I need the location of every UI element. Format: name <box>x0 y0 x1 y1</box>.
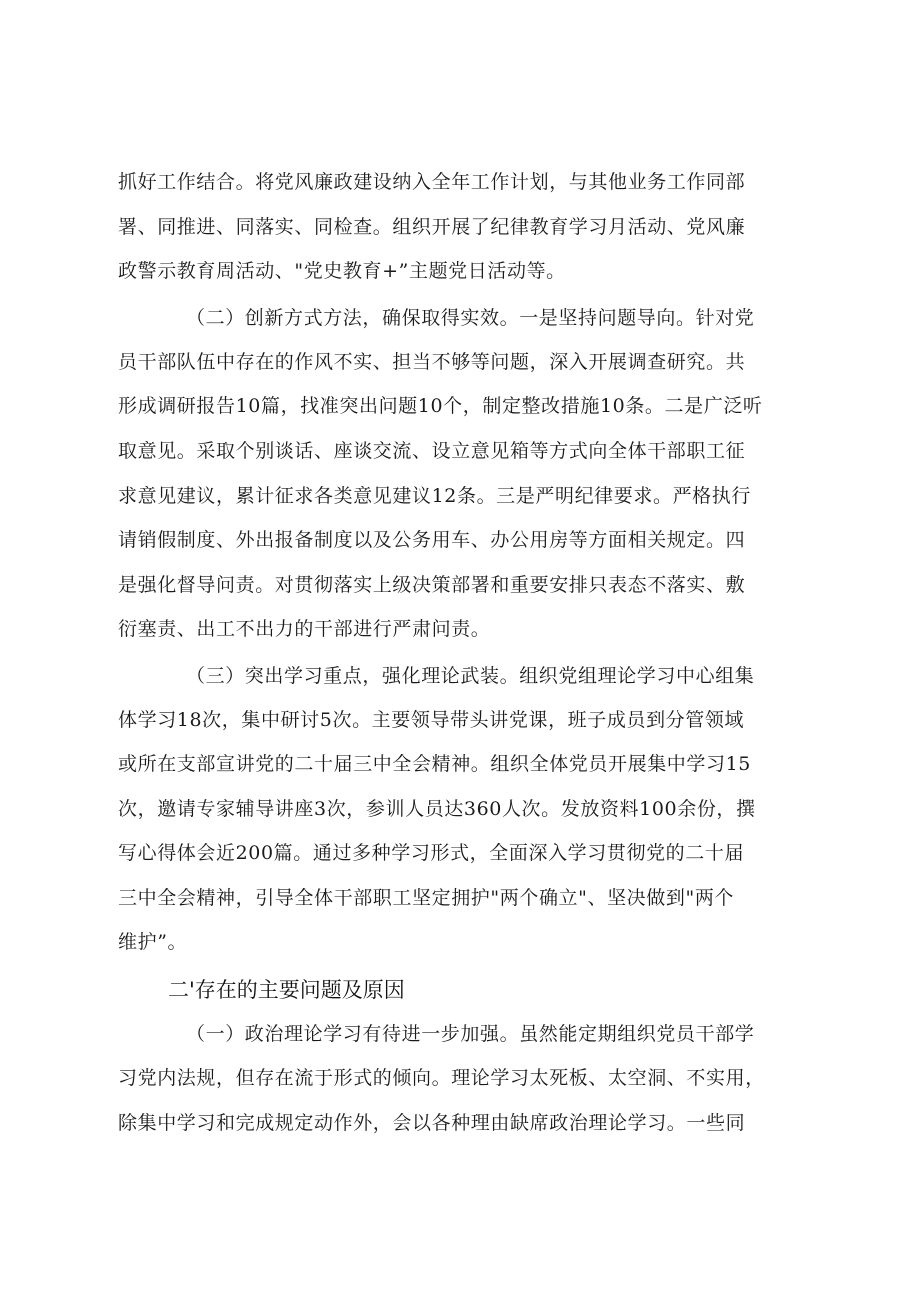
text-line: 形成调研报告10篇，找准突出问题10个，制定整改措施10条。二是广泛听 <box>118 395 763 417</box>
paragraph-first-line: （一）政治理论学习有待进一步加强。虽然能定期组织党员干部学 <box>186 1023 755 1045</box>
text-line: 次，邀请专家辅导讲座3次，参训人员达360人次。发放资料100余份，撰 <box>118 798 756 820</box>
text-line: 维护”。 <box>118 931 188 953</box>
text-line: 或所在支部宣讲党的二十届三中全会精神。组织全体党员开展集中学习15 <box>118 753 751 775</box>
text-line: 写心得体会近200篇。通过多种学习形式，全面深入学习贯彻党的二十届 <box>118 842 745 864</box>
text-line: 是强化督导问责。对贯彻落实上级决策部署和重要安排只表态不落实、敷 <box>118 574 746 596</box>
text-line: 取意见。采取个别谈话、座谈交流、设立意见箱等方式向全体干部职工征 <box>118 440 746 462</box>
text-line: 求意见建议，累计征求各类意见建议12条。三是严明纪律要求。严格执行 <box>118 485 751 507</box>
text-line: 习党内法规，但存在流于形式的倾向。理论学习太死板、太空洞、不实用， <box>118 1067 765 1089</box>
text-line: 除集中学习和完成规定动作外，会以各种理由缺席政治理论学习。一些同 <box>118 1112 746 1134</box>
text-line: 政警示教育周活动、"党史教育+”主题党日活动等。 <box>118 260 566 282</box>
text-line: 三中全会精神，引导全体干部职工坚定拥护"两个确立"、坚决做到"两个 <box>118 887 735 909</box>
paragraph-first-line: （三）突出学习重点，强化理论武装。组织党组理论学习中心组集 <box>186 665 755 687</box>
section-heading: 二'存在的主要问题及原因 <box>168 978 405 1002</box>
text-line: 抓好工作结合。将党风廉政建设纳入全年工作计划，与其他业务工作同部 <box>118 171 746 193</box>
text-line: 署、同推进、同落实、同检查。组织开展了纪律教育学习月活动、党风廉 <box>118 216 746 238</box>
text-line: 员干部队伍中存在的作风不实、担当不够等问题，深入开展调查研究。共 <box>118 351 746 373</box>
text-line: 请销假制度、外出报备制度以及公务用车、办公用房等方面相关规定。四 <box>118 529 746 551</box>
text-line: 衍塞责、出工不出力的干部进行严肃问责。 <box>118 618 491 640</box>
text-line: 体学习18次，集中研讨5次。主要领导带头讲党课，班子成员到分管领域 <box>118 709 745 731</box>
paragraph-first-line: （二）创新方式方法，确保取得实效。一是坚持问题导向。针对党 <box>186 307 755 329</box>
